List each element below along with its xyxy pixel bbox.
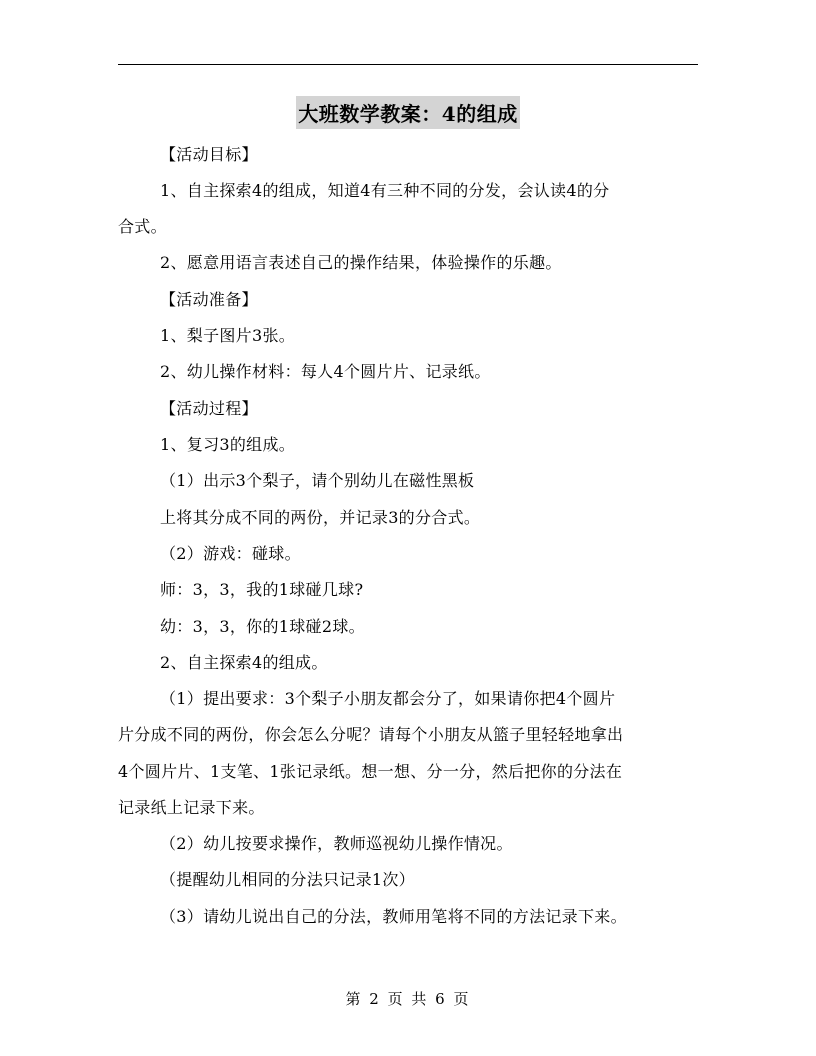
paragraph-line: 2、愿意用语言表述自己的操作结果，体验操作的乐趣。 <box>160 253 562 272</box>
document-title-wrap <box>0 96 816 129</box>
paragraph-line: 4个圆片片、1支笔、1张记录纸。想一想、分一分，然后把你的分法在 <box>118 762 623 781</box>
paragraph-line: 2、自主探索4的组成。 <box>160 653 328 672</box>
document-title: 大班数学教案：4的组成 <box>296 96 519 129</box>
header-rule <box>118 64 698 65</box>
paragraph-line: （3）请幼儿说出自己的分法，教师用笔将不同的方法记录下来。 <box>160 907 627 926</box>
paragraph-line: 1、自主探索4的组成，知道4有三种不同的分发，会认读4的分 <box>160 181 610 200</box>
paragraph-line: （2）游戏：碰球。 <box>160 544 301 563</box>
section-heading-process: 【活动过程】 <box>160 399 258 418</box>
paragraph-line: 幼：3，3，你的1球碰2球。 <box>160 617 365 636</box>
paragraph-line: （1）出示3个梨子，请个别幼儿在磁性黑板 <box>160 471 475 490</box>
paragraph-line: （1）提出要求：3个梨子小朋友都会分了，如果请你把4个圆片 <box>160 689 616 708</box>
paragraph-line: 师：3，3，我的1球碰几球? <box>160 580 364 599</box>
paragraph-line: 记录纸上记录下来。 <box>118 798 265 817</box>
paragraph-line: （提醒幼儿相同的分法只记录1次） <box>160 870 415 889</box>
paragraph-line: （2）幼儿按要求操作，教师巡视幼儿操作情况。 <box>160 834 513 853</box>
page-number: 第 2 页 共 6 页 <box>345 990 471 1008</box>
paragraph-line: 1、梨子图片3张。 <box>160 326 296 345</box>
paragraph-line: 2、幼儿操作材料：每人4个圆片片、记录纸。 <box>160 362 491 381</box>
section-heading-preparation: 【活动准备】 <box>160 290 258 309</box>
paragraph-line: 片分成不同的两份，你会怎么分呢？请每个小朋友从篮子里轻轻地拿出 <box>118 725 624 744</box>
section-heading-goals: 【活动目标】 <box>160 145 258 164</box>
paragraph-line: 合式。 <box>118 217 167 236</box>
paragraph-line: 上将其分成不同的两份，并记录3的分合式。 <box>160 508 481 527</box>
paragraph-line: 1、复习3的组成。 <box>160 435 296 454</box>
